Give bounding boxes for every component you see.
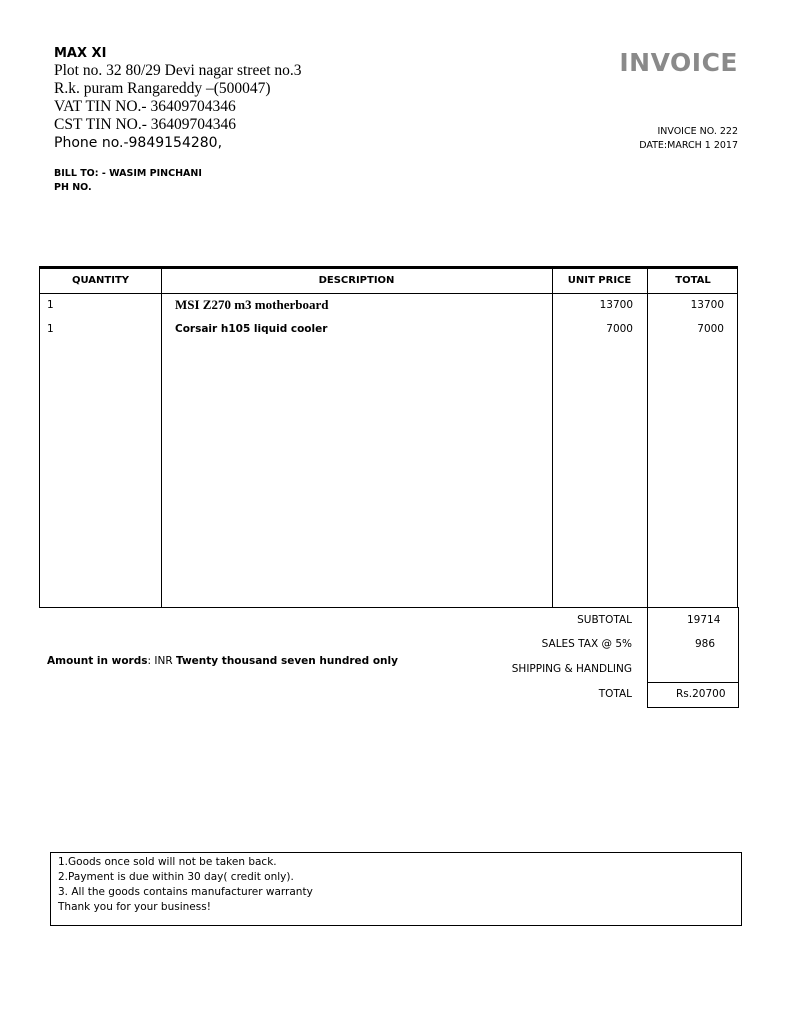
header-description: DESCRIPTION <box>318 275 395 286</box>
address-line-2: R.k. puram Rangareddy –(500047) <box>54 80 271 97</box>
row-1-quantity: 1 <box>47 299 54 311</box>
header-unit-price: UNIT PRICE <box>567 275 632 286</box>
company-name: MAX XI <box>54 46 107 61</box>
invoice-date: DATE:MARCH 1 2017 <box>639 140 738 151</box>
row-1-unit-price: 13700 <box>599 299 633 311</box>
term-line: 3. All the goods contains manufacturer warranty <box>58 886 313 898</box>
header-quantity: QUANTITY <box>71 275 130 286</box>
column-divider <box>647 267 648 607</box>
invoice-number: INVOICE NO. 222 <box>657 126 738 137</box>
subtotal-label: SUBTOTAL <box>577 614 632 626</box>
row-1-total: 13700 <box>690 299 724 311</box>
seller-phone: Phone no.-9849154280, <box>54 135 223 151</box>
header-total: TOTAL <box>675 275 711 286</box>
bill-to: BILL TO: - WASIM PINCHANI <box>54 168 202 179</box>
bill-to-phone: PH NO. <box>54 182 92 193</box>
cst-tin: CST TIN NO.- 36409704346 <box>54 116 236 133</box>
subtotal-value: 19714 <box>687 614 721 626</box>
amount-in-words-label: Amount in words <box>47 655 148 667</box>
items-table <box>39 266 738 608</box>
totals-box <box>647 607 739 708</box>
vat-tin: VAT TIN NO.- 36409704346 <box>54 98 236 115</box>
row-2-total: 7000 <box>697 323 724 335</box>
table-top-rule <box>40 267 737 269</box>
table-header-rule <box>40 293 737 294</box>
address-line-1: Plot no. 32 80/29 Devi nagar street no.3 <box>54 62 302 79</box>
terms-box <box>50 852 742 926</box>
row-1-description: MSI Z270 m3 motherboard <box>175 297 329 312</box>
sales-tax-label: SALES TAX @ 5% <box>541 638 632 650</box>
amount-in-words-value: Twenty thousand seven hundred only <box>175 655 398 667</box>
column-divider <box>552 267 553 607</box>
invoice-title: INVOICE <box>619 48 738 77</box>
row-2-description: Corsair h105 liquid cooler <box>175 323 328 335</box>
sales-tax-value: 986 <box>695 638 716 650</box>
total-label: TOTAL <box>598 688 632 700</box>
row-2-unit-price: 7000 <box>606 323 633 335</box>
total-value: Rs.20700 <box>676 688 726 700</box>
term-line: 2.Payment is due within 30 day( credit only). <box>58 871 294 883</box>
thank-you-note: Thank you for your business! <box>58 901 211 913</box>
row-2-quantity: 1 <box>47 323 54 335</box>
total-rule <box>648 682 738 683</box>
term-line: 1.Goods once sold will not be taken back. <box>58 856 277 868</box>
column-divider <box>161 267 162 607</box>
amount-in-words-currency: : INR <box>147 655 176 667</box>
amount-in-words <box>47 655 398 667</box>
shipping-label: SHIPPING & HANDLING <box>511 663 632 675</box>
